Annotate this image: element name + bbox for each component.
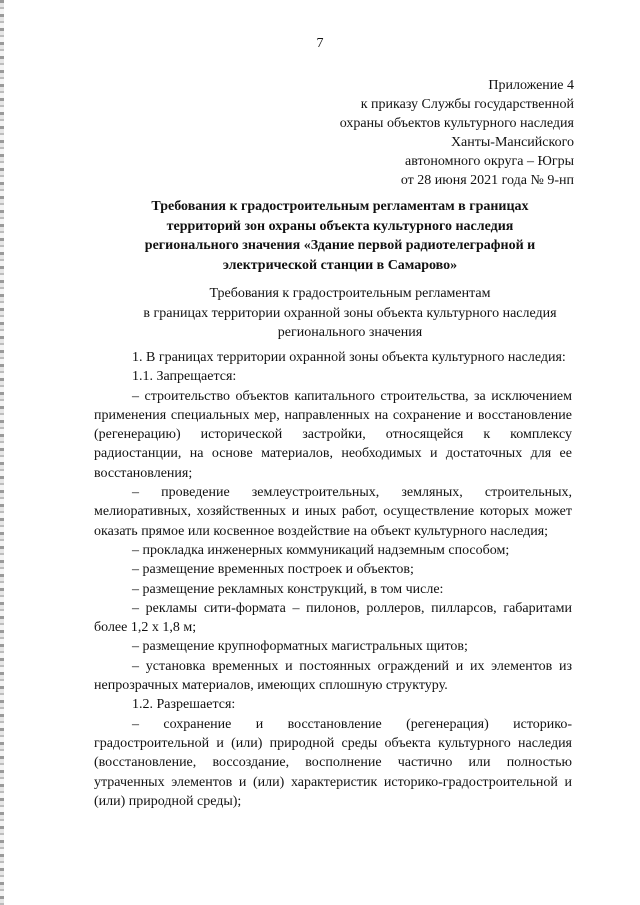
title-line: Требования к градостроительным регламентам в границах: [151, 199, 529, 214]
paragraph: – размещение рекламных конструкций, в том числе:: [132, 581, 444, 597]
appendix-line: охраны объектов культурного наследия: [339, 116, 574, 131]
appendix-line: автономного округа – Югры: [405, 154, 574, 169]
paragraph: – строительство объектов капитального строительства, за исключением применения специальных мер, направленных на сохранение и восстановление (регенерацию) исторической застройки, относящейся к комплексу радиостанции, на основе материалов, необходимых и достаточных для ее восстановления;: [94, 388, 572, 481]
title-line: электрической станции в Самарово»: [222, 257, 458, 273]
subtitle-line: Требования к градостроительным регламентам: [209, 286, 491, 301]
paragraph: – проведение землеустроительных, земляных, строительных, мелиоративных, хозяйственных и иных работ, осуществление которых может оказать прямое или косвенное воздействие на объект культурного наследия;: [94, 485, 572, 539]
paragraph: – размещение временных построек и объектов;: [132, 562, 414, 578]
subtitle-line: регионального значения: [277, 325, 423, 340]
appendix-line: Ханты-Мансийского: [450, 135, 574, 150]
section-subtitle: [100, 284, 600, 343]
paragraph: – установка временных и постоянных ограждений и их элементов из непрозрачных материалов, имеющих сплошную структуру.: [94, 658, 572, 694]
appendix-header: [340, 76, 574, 190]
paragraph: – сохранение и восстановление (регенерация) историко-градостроительной и (или) природной среды объекта культурного наследия (восстановление, воссоздание, восполнение частично или полностью утраченных элементов и (или) характеристик историко-градостроительной и (или) природной среды);: [94, 716, 572, 809]
body-text: [94, 348, 572, 811]
scan-edge: [0, 0, 4, 905]
subtitle-line: в границах территории охранной зоны объекта культурного наследия: [143, 305, 557, 321]
appendix-line: от 28 июня 2021 года № 9-нп: [400, 173, 574, 188]
appendix-line: к приказу Службы государственной: [360, 97, 574, 112]
paragraph: 1. В границах территории охранной зоны объекта культурного наследия:: [132, 350, 566, 365]
document-title: [100, 197, 580, 275]
title-line: территорий зон охраны объекта культурного наследия: [166, 218, 514, 234]
paragraph: – размещение крупноформатных магистральных щитов;: [132, 639, 468, 655]
title-line: регионального значения «Здание первой радиотелеграфной и: [144, 238, 536, 253]
paragraph: 1.2. Разрешается:: [132, 697, 236, 713]
page-number: 7: [316, 36, 324, 51]
appendix-line: Приложение 4: [488, 78, 574, 93]
paragraph: – прокладка инженерных коммуникаций надземным способом;: [132, 542, 510, 558]
paragraph: – рекламы сити-формата – пилонов, роллеров, пилларсов, габаритами более 1,2 х 1,8 м;: [94, 600, 572, 636]
paragraph: 1.1. Запрещается:: [132, 369, 237, 385]
